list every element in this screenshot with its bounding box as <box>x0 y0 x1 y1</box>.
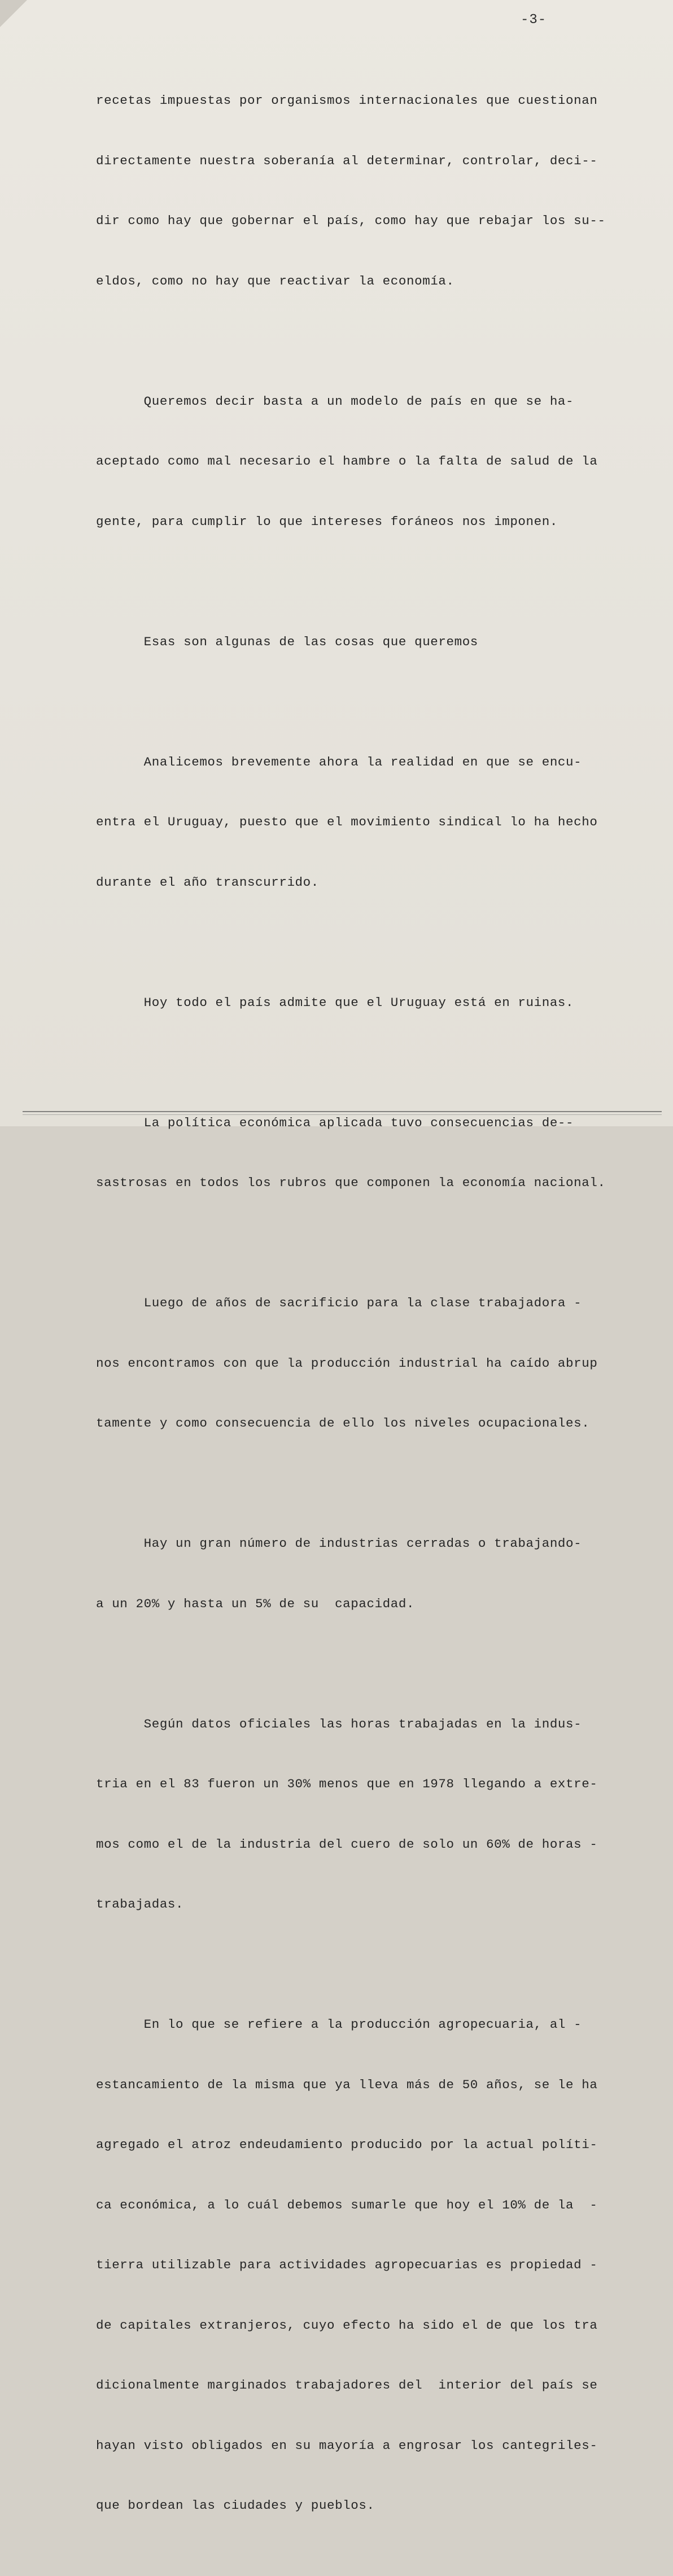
text-line: tria en el 83 fueron un 30% menos que en 1978 llegando a extre- <box>96 1777 598 1791</box>
folded-corner <box>0 0 27 27</box>
text-line: Según datos oficiales las horas trabajadas en la indus- <box>96 1716 582 1731</box>
body-text <box>96 51 610 2576</box>
text-line: Queremos decir basta a un modelo de país en que se ha- <box>96 393 574 409</box>
text-line: directamente nuestra soberanía al determinar, controlar, deci-- <box>96 153 598 168</box>
text-line: durante el año transcurrido. <box>96 874 319 890</box>
text-line: La política económica aplicada tuvo consecuencias de-- <box>96 1115 574 1130</box>
paragraph <box>96 1073 610 1234</box>
text-line: que bordean las ciudades y pueblos. <box>96 2498 375 2513</box>
text-line: Hoy todo el país admite que el Uruguay está en ruinas. <box>96 995 574 1010</box>
text-line: tamente y como consecuencia de ello los niveles ocupacionales. <box>96 1416 590 1431</box>
text-line: estancamiento de la misma que ya lleva más de 50 años, se le ha <box>96 2077 598 2092</box>
text-line: entra el Uruguay, puesto que el movimiento sindical lo ha hecho <box>96 815 598 829</box>
text-line: sastrosas en todos los rubros que componen la economía nacional. <box>96 1175 606 1190</box>
text-line: tierra utilizable para actividades agropecuarias es propiedad - <box>96 2258 598 2272</box>
text-line: trabajadas. <box>96 1897 184 1912</box>
text-line: mos como el de la industria del cuero de solo un 60% de horas - <box>96 1836 598 1852</box>
text-line: eldos, como no hay que reactivar la economía. <box>96 273 455 288</box>
text-line: dir como hay que gobernar el país, como hay que rebajar los su-- <box>96 213 606 228</box>
text-line: de capitales extranjeros, cuyo efecto ha sido el de que los tra <box>96 2317 598 2333</box>
paragraph <box>96 51 610 331</box>
text-line: gente, para cumplir lo que intereses foráneos nos imponen. <box>96 514 558 529</box>
text-line: Hay un gran número de industrias cerradas o trabajando- <box>96 1536 582 1551</box>
paragraph <box>96 1253 610 1474</box>
paragraph <box>96 712 610 933</box>
text-line: aceptado como mal necesario el hambre o la falta de salud de la <box>96 454 598 469</box>
text-line: Esas son algunas de las cosas que queremos <box>96 634 478 649</box>
text-line: En lo que se refiere a la producción agropecuaria, al - <box>96 2017 582 2032</box>
paragraph <box>96 1674 610 1955</box>
text-line: dicionalmente marginados trabajadores del interior del país se <box>96 2378 598 2393</box>
bottom-edge-line <box>23 1111 662 1112</box>
text-line: ca económica, a lo cuál debemos sumarle que hoy el 10% de la - <box>96 2197 598 2212</box>
paragraph <box>96 953 610 1053</box>
paragraph <box>96 1975 610 2556</box>
paragraph <box>96 352 610 572</box>
text-line: a un 20% y hasta un 5% de su capacidad. <box>96 1596 415 1611</box>
paragraph <box>96 592 610 693</box>
bottom-edge-line <box>23 1114 662 1115</box>
text-line: Luego de años de sacrificio para la clase trabajadora - <box>96 1296 582 1310</box>
text-line: recetas impuestas por organismos internacionales que cuestionan <box>96 93 598 108</box>
page-number: -3- <box>521 12 547 28</box>
text-line: nos encontramos con que la producción industrial ha caído abrup <box>96 1355 598 1371</box>
text-line: agregado el atroz endeudamiento producido por la actual políti- <box>96 2137 598 2152</box>
paragraph <box>96 1494 610 1654</box>
text-line: hayan visto obligados en su mayoría a engrosar los cantegriles- <box>96 2438 598 2453</box>
text-line: Analicemos brevemente ahora la realidad en que se encu- <box>96 754 582 769</box>
